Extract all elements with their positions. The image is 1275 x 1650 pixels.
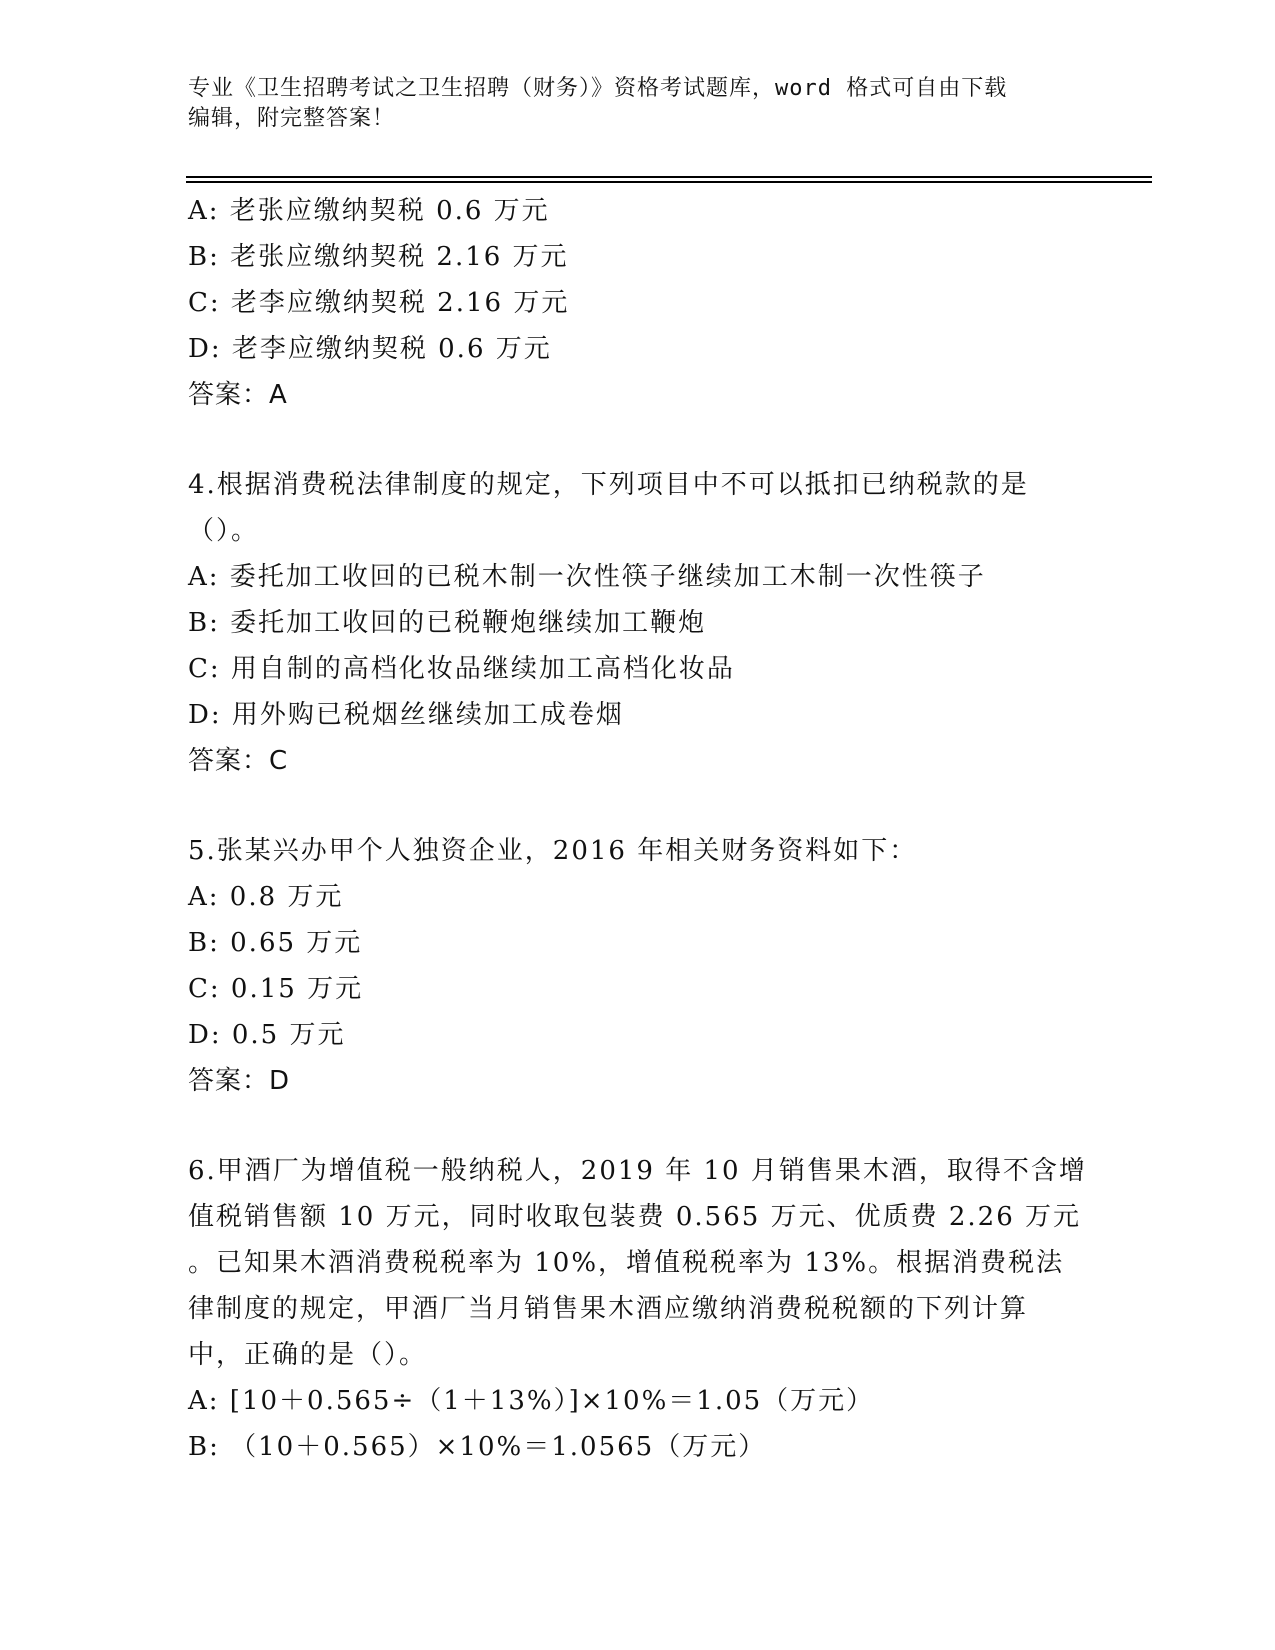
question-stem [188,1148,1088,1378]
stem-line: 5.张某兴办甲个人独资企业，2016 年相关财务资料如下： [188,836,918,866]
stem-line: 值税销售额 10 万元，同时收取包装费 0.565 万元、优质费 2.26 万元 [188,1202,1081,1232]
stem-line: 。已知果木酒消费税税率为 10%，增值税税率为 13%。根据消费税法 [188,1248,1065,1278]
option-b: B: （10＋0.565）×10%＝1.0565（万元） [188,1432,767,1462]
option-d: D: 0.5 万元 [188,1020,346,1050]
option-d: D: 用外购已税烟丝继续加工成卷烟 [188,700,624,730]
option-c: C: 0.15 万元 [188,974,364,1004]
question-stem [188,828,1088,874]
document-header [188,74,1088,134]
answer: 答案：C [188,746,289,776]
option-a: A: 老张应缴纳契税 0.6 万元 [188,196,550,226]
question-content [188,188,1088,1470]
option-b: B: 委托加工收回的已税鞭炮继续加工鞭炮 [188,608,707,638]
stem-line: 6.甲酒厂为增值税一般纳税人，2019 年 10 月销售果木酒，取得不含增 [188,1156,1087,1186]
question-5 [188,828,1088,1104]
stem-line: 4.根据消费税法律制度的规定，下列项目中不可以抵扣已纳税款的是 [188,470,1029,500]
option-b: B: 老张应缴纳契税 2.16 万元 [188,242,569,272]
answer: 答案：D [188,1066,291,1096]
header-divider-top [186,176,1152,178]
question-3 [188,188,1088,418]
option-d: D: 老李应缴纳契税 0.6 万元 [188,334,552,364]
option-a: A: 0.8 万元 [188,882,344,912]
stem-line: 律制度的规定，甲酒厂当月销售果木酒应缴纳消费税税额的下列计算 [188,1294,1029,1324]
option-a: A: [10＋0.565÷（1＋13%）]×10%＝1.05（万元） [188,1386,875,1416]
question-stem [188,462,1088,554]
option-c: C: 用自制的高档化妆品继续加工高档化妆品 [188,654,735,684]
answer: 答案：A [188,380,288,410]
option-a: A: 委托加工收回的已税木制一次性筷子继续加工木制一次性筷子 [188,562,986,592]
stem-line: 中，正确的是（）。 [188,1340,428,1370]
question-4 [188,462,1088,784]
question-6 [188,1148,1088,1470]
header-divider-bottom [186,181,1152,183]
stem-line: （）。 [188,516,260,546]
option-b: B: 0.65 万元 [188,928,363,958]
header-line-1: 专业《卫生招聘考试之卫生招聘（财务）》资格考试题库，word 格式可自由下载 [188,76,1008,101]
header-line-2: 编辑，附完整答案！ [188,106,396,131]
option-c: C: 老李应缴纳契税 2.16 万元 [188,288,570,318]
